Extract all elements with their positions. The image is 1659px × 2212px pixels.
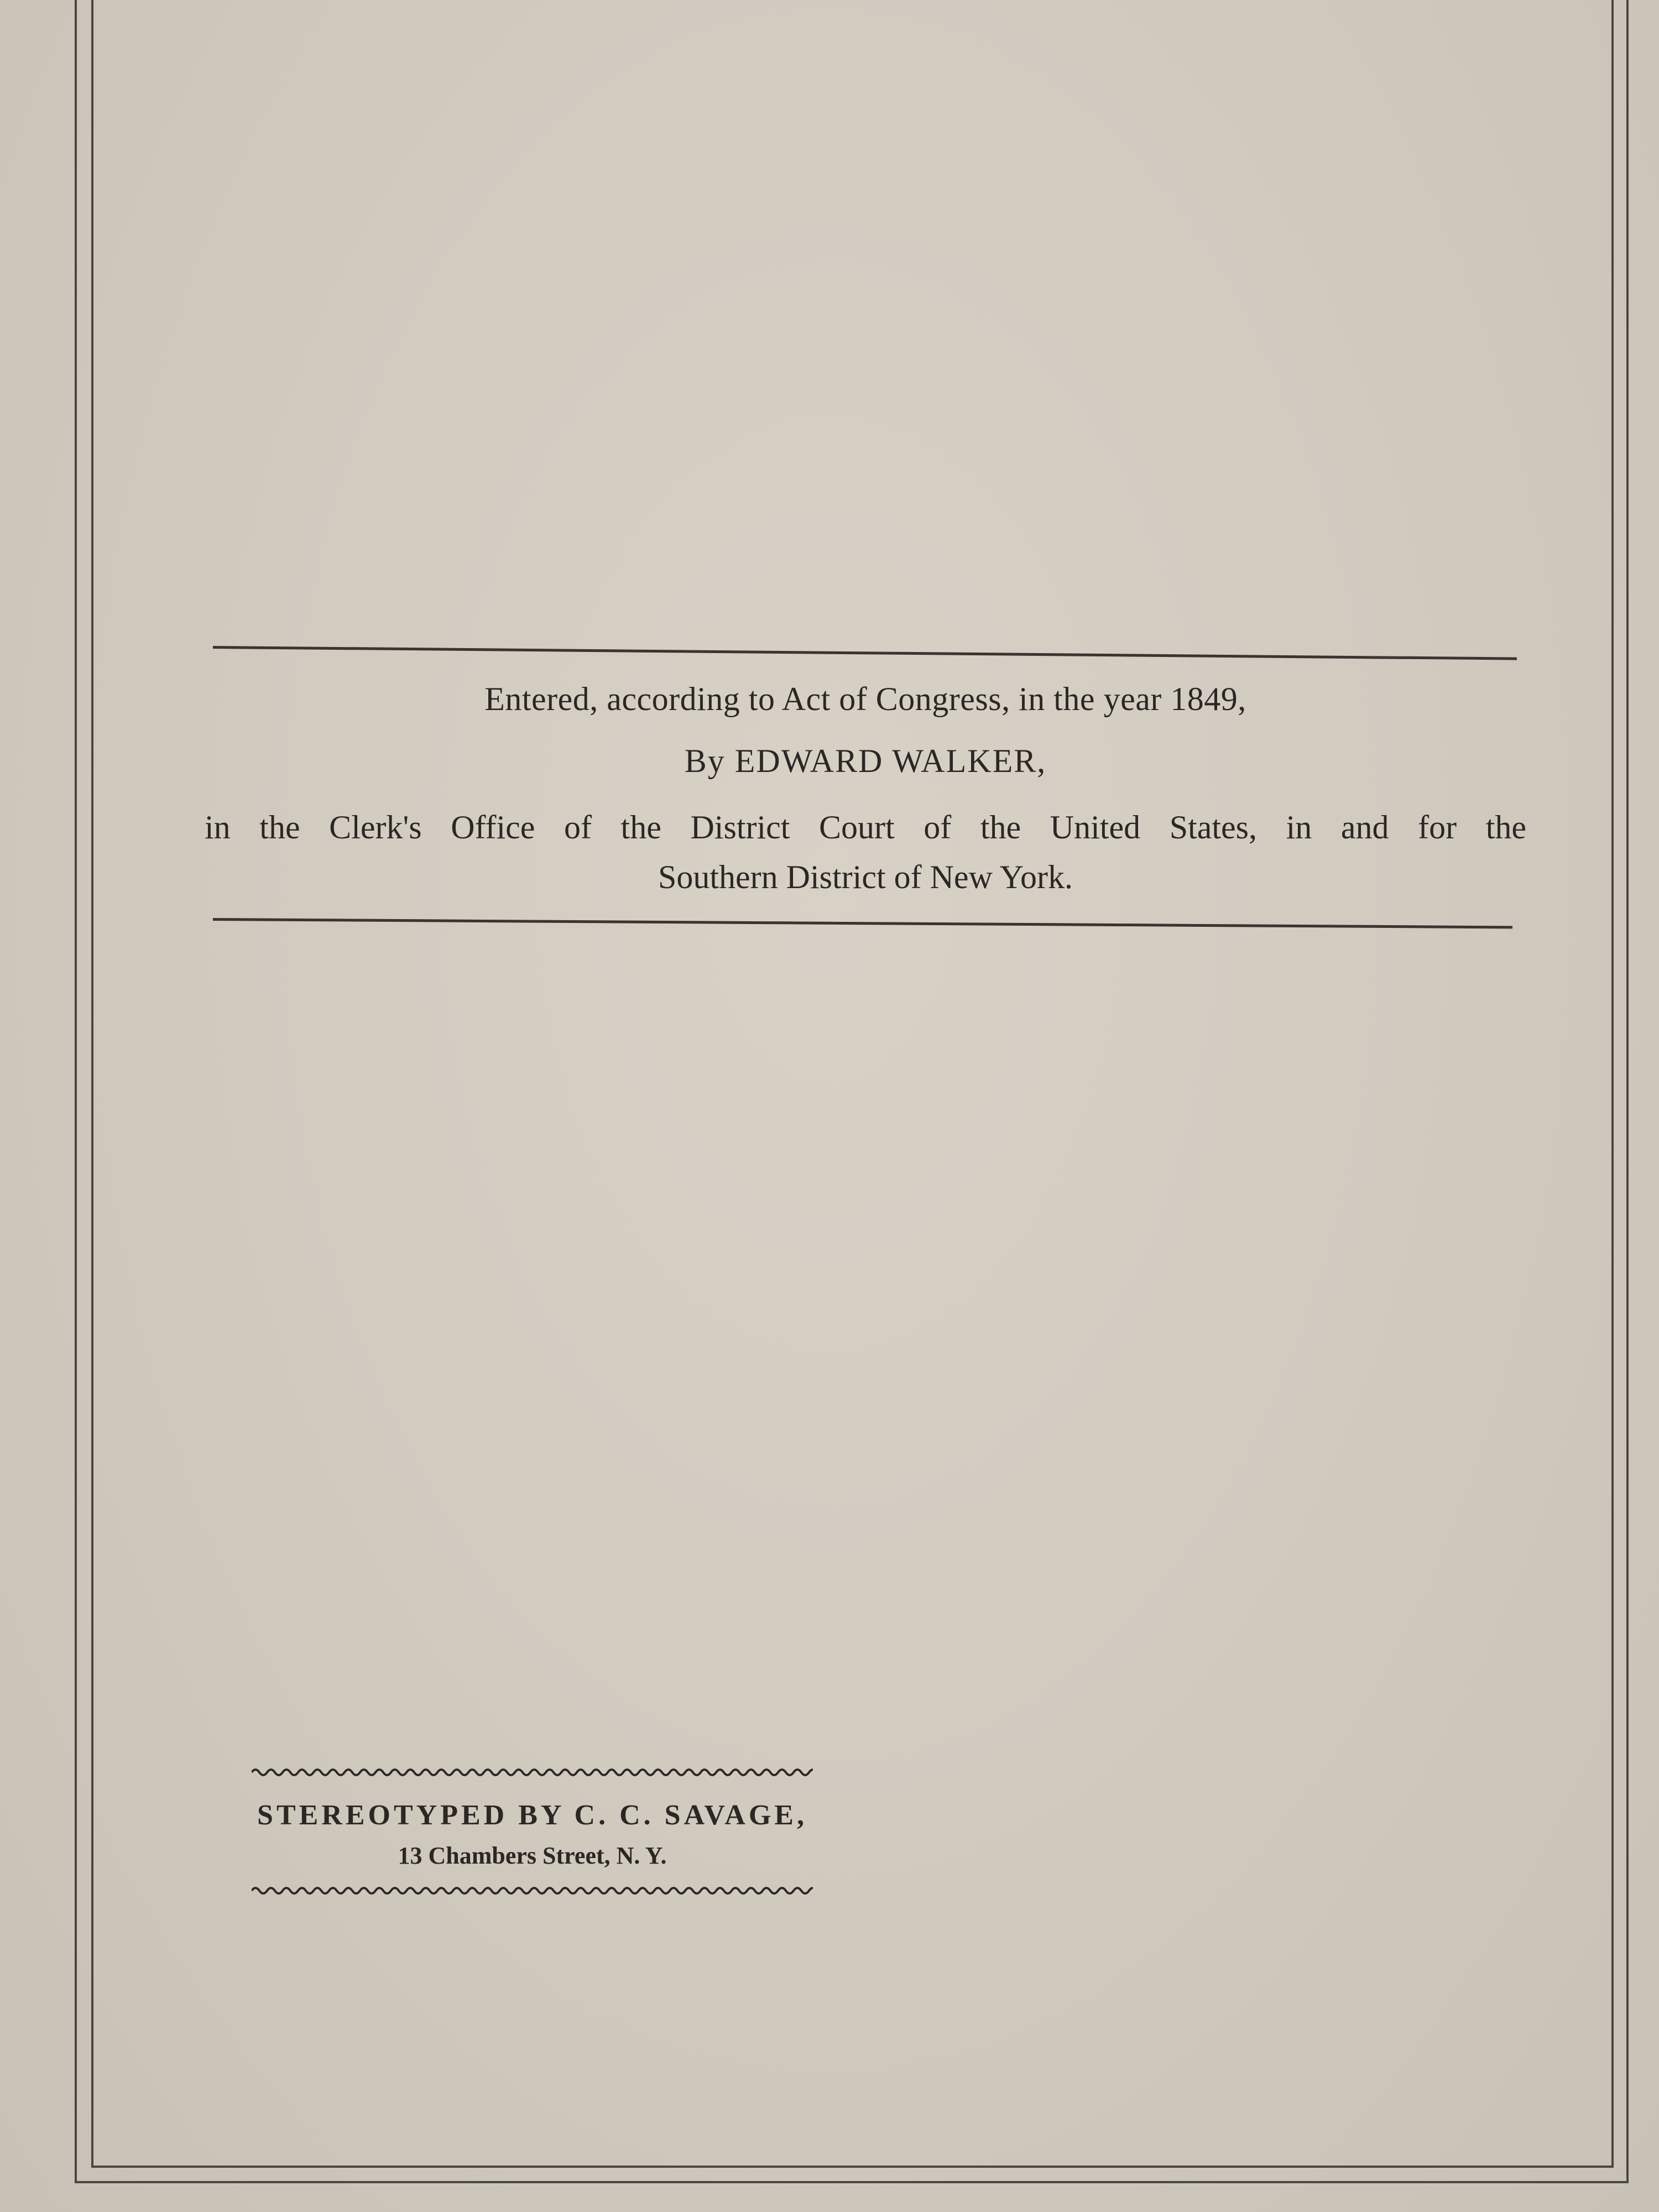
show-through-shadow [0, 398, 1659, 509]
copyright-office-line: in the Clerk's Office of the District Court of the United States, in and for the [205, 809, 1526, 846]
copyright-district-line: Southern District of New York. [658, 859, 1073, 895]
copyright-holder-line: By EDWARD WALKER, [684, 743, 1047, 779]
stereotyper-name: STEREOTYPED BY C. C. SAVAGE, [257, 1799, 807, 1831]
stereotyper-address: 13 Chambers Street, N. Y. [398, 1842, 667, 1869]
copyright-entry-line: Entered, according to Act of Congress, in the year 1849, [484, 681, 1246, 717]
wavy-rule-bottom [252, 1880, 813, 1902]
wavy-rule-top [252, 1761, 813, 1783]
printer-imprint [252, 1761, 813, 1902]
